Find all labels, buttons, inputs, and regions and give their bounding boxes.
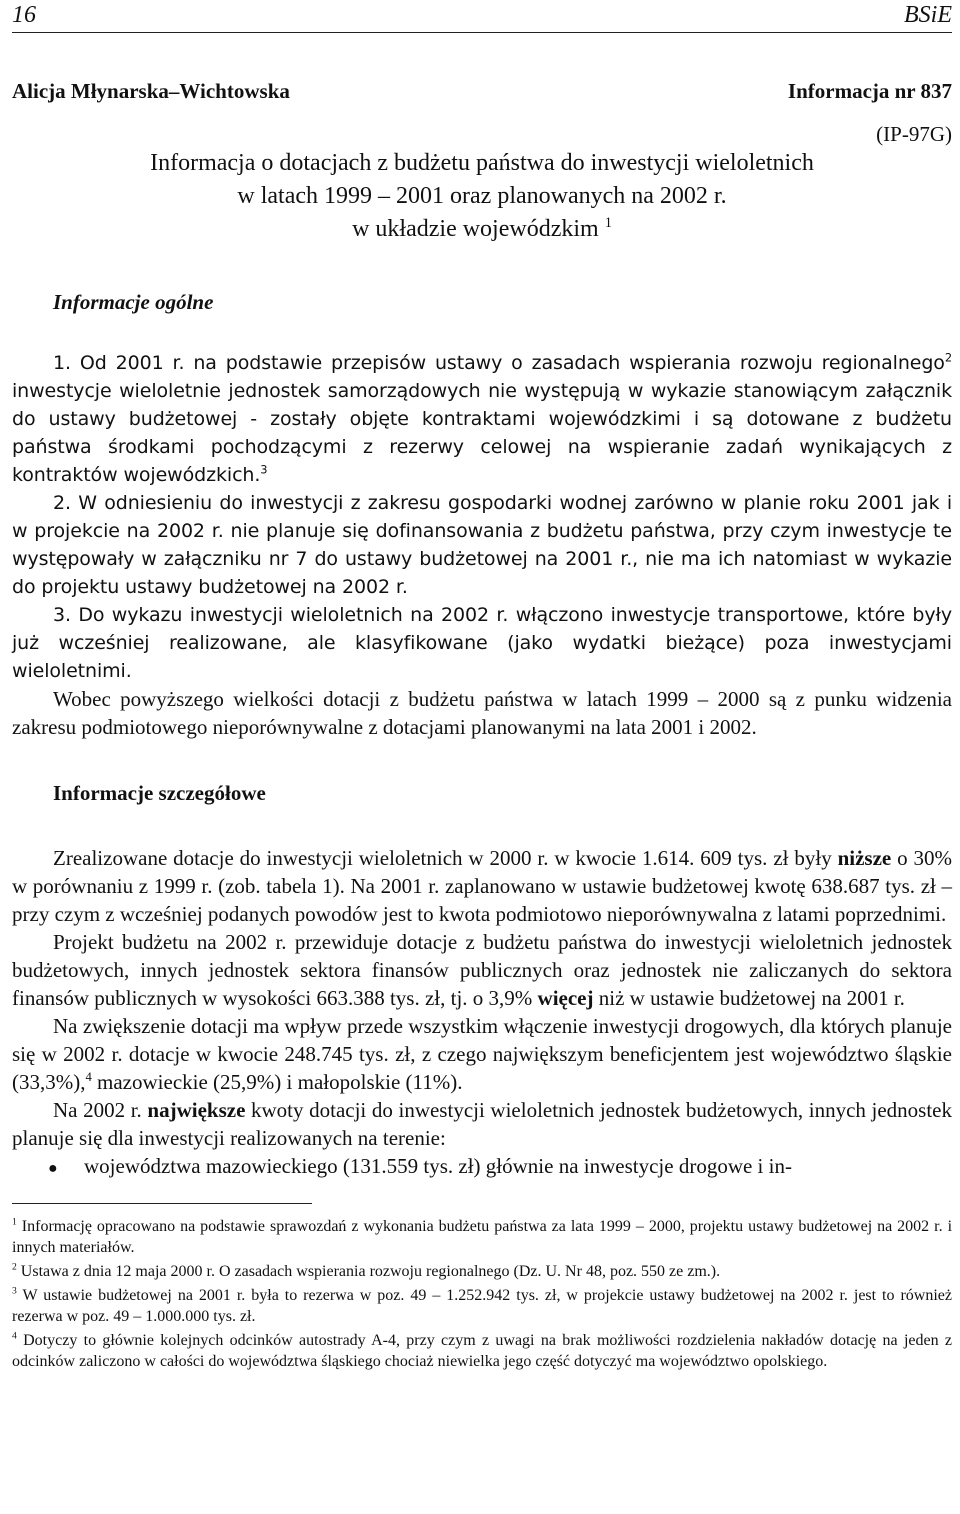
text-run: Na zwiększenie dotacji ma wpływ przede wszystkim włączenie inwestycji drogowych, dla których planuje się w 2002 r. dotacje w kwocie 248.745 tys. zł, z czego największym beneficjentem jest województwo śląskie (33,3%), [12,1014,952,1094]
footnote-ref: 1 [604,215,612,231]
footnote-divider [12,1203,312,1204]
header-divider [12,32,952,33]
info-number: Informacja nr 837 [787,79,952,103]
text-run: Projekt budżetu na 2002 r. przewiduje dotacje z budżetu państwa do inwestycji wieloletnich jednostek budżetowych, innych jednostek sektora finansów publicznych oraz jednostek nie zaliczanych do sektora finansów publicznych w wysokości 663.388 tys. zł, tj. o 3,9% [12,930,952,1010]
paragraph [12,1012,952,1096]
text-run: Zrealizowane dotacje do inwestycji wieloletnich w 2000 r. w kwocie 1.614. 609 tys. zł były [53,846,838,870]
text-run: mazowieckie (25,9%) i małopolskie (11%). [91,1070,463,1094]
text-run: włączono inwestycje transportowe, które były już wcześniej realizowane, ale klasyfikowane (jako wydatki bieżące) poza inwestycjami wieloletnimi. [12,604,952,682]
general-section-serif [12,685,952,741]
text-run: 2. W odniesieniu do inwestycji z zakresu gospodarki wodnej zarówno w planie roku 2001 jak i w projekcie na 2002 r. [12,492,952,542]
footnote-ref: 4 [85,1070,92,1084]
paragraph [12,349,952,489]
footnote-text: Informację opracowano na podstawie sprawozdań z wykonania budżetu państwa za lata 1999 – 2000, projektu ustawy budżetowej na 2002 r. i innych materiałów. [12,1218,953,1256]
bullet-text: województwa mazowieckiego (131.559 tys. zł) głównie na inwestycje drogowe i in- [84,1154,792,1178]
footnote-number: 1 [12,1216,17,1228]
title-line-3-text: w układzie wojewódzkim [352,216,599,242]
emphasis: więcej [537,986,594,1010]
paragraph [12,844,952,928]
footnote-text: Ustawa z dnia 12 maja 2000 r. O zasadach wspierania rozwoju regionalnego (Dz. U. Nr 48, poz. 550 ze zm.). [20,1263,721,1280]
page-header [12,0,952,30]
paragraph [12,928,952,1012]
author-row [12,79,952,104]
footnote-ref: 2 [944,350,952,365]
footnote-number: 2 [12,1261,17,1273]
detail-section [12,844,952,1183]
emphasis: niższe [837,846,892,870]
text-run: o 30% w porównaniu z 1999 r. (zob. tabela 1). Na 2001 r. zaplanowano w ustawie budżetowej kwotę 638.687 tys. zł – przy czym z wcześniej podanych powodów jest to kwota podmiotowo nieporównywalna z latami poprzednimi. [12,846,952,926]
footnote [12,1285,952,1327]
emphasis: największe [147,1098,246,1122]
footnote-number: 4 [12,1330,17,1342]
page-number: 16 [12,2,36,28]
footnote-ref: 3 [260,462,268,477]
paragraph: Wobec powyższego wielkości dotacji z budżetu państwa w latach 1999 – 2000 są z punku widzenia zakresu podmiotowego nieporównywalne z dotacjami planowanymi na lata 2001 i 2002. [12,687,952,739]
document-page [12,0,952,1375]
section-heading-detail: Informacje szczegółowe [53,781,266,805]
title-line-3 [12,213,952,246]
paragraph [12,601,952,685]
section-heading-general: Informacje ogólne [53,290,214,314]
bullet-item [12,1152,952,1183]
text-run: nie planuje się dofinansowania z budżetu państwa, przy czym inwestycje te występowały w załączniku nr 7 do ustawy budżetowej na 2001 r., nie ma ich natomiast w wykazie do projektu ustawy budżetowej na 2002 r. [12,520,952,598]
paragraph [12,1096,952,1152]
bullet-icon: ● [48,1160,58,1177]
paragraph [12,489,952,601]
footnotes [12,1216,952,1372]
footnote [12,1261,952,1282]
text-run: 1. Od 2001 r. na podstawie przepisów ustawy o zasadach wspierania rozwoju regionalnego [53,352,945,374]
general-section [12,349,952,685]
title-line-2: w latach 1999 – 2001 oraz planowanych na 2002 r. [237,183,727,209]
document-title [12,147,952,246]
text-run: inwestycje wieloletnie jednostek samorządowych nie występują w wykazie stanowiącym załącznik do ustawy budżetowej - zostały objęte kontraktami wojewódzkimi i są dotowane z budżetu państwa środkami pochodzącymi z rezerwy celowej na wspieranie zadań wynikających z kontraktów wojewódzkich. [12,380,952,486]
title-line-1: Informacja o dotacjach z budżetu państwa do inwestycji wieloletnich [150,150,814,176]
footnote-text: W ustawie budżetowej na 2001 r. była to rezerwa w poz. 49 – 1.252.942 tys. zł, w projekcie ustawy budżetowej na 2002 r. jest to również rezerwa w poz. 49 – 1.000.000 tys. zł. [12,1287,952,1325]
document-code: (IP-97G) [876,122,952,146]
footnote [12,1216,952,1258]
footnote-text: Dotyczy to głównie kolejnych odcinków autostrady A-4, przy czym z uwagi na brak możliwości rozdzielenia nakładów dotację na jeden z odcinków zaliczono w całości do województwa śląskiego chociaż niewielka jego część dotyczyć ma województwo opolskiego. [12,1332,952,1370]
text-run: Na 2002 r. [53,1098,148,1122]
text-run: kwoty dotacji do inwestycji wieloletnich jednostek budżetowych, innych jednostek planuje się dla inwestycji realizowanych na terenie: [12,1098,952,1150]
text-run: niż w ustawie budżetowej na 2001 r. [593,986,905,1010]
publisher-label: BSiE [904,2,952,28]
text-run: 3. Do wykazu inwestycji wieloletnich na 2002 r. [53,604,516,626]
author-name: Alicja Młynarska–Wichtowska [12,79,290,103]
footnote [12,1330,952,1372]
footnote-number: 3 [12,1285,17,1297]
